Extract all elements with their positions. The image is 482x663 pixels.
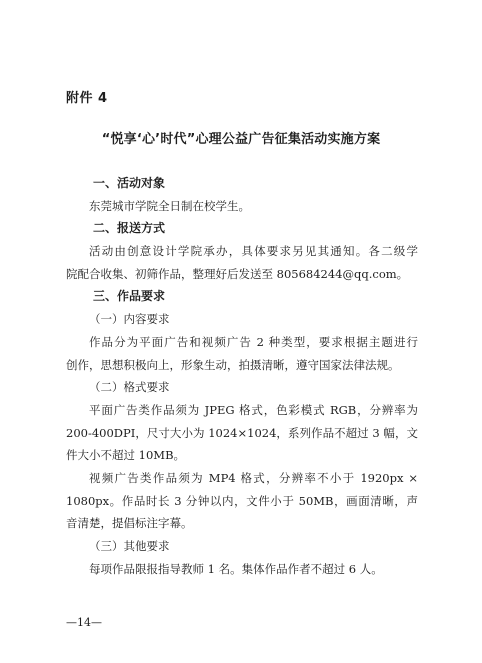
subheading-format: （二）格式要求 <box>89 380 170 395</box>
subheading-content: （一）内容要求 <box>89 312 170 327</box>
subheading-other: （三）其他要求 <box>89 539 170 553</box>
section-heading-submission: 二、报送方式 <box>93 221 166 236</box>
paragraph-line: 创作，思想积极向上，形象生动，拍摄清晰，遵守国家法律法规。 <box>66 357 400 372</box>
paragraph-line: 音清楚，提倡标注字幕。 <box>66 516 193 531</box>
paragraph-line: 视频广告类作品须为 MP4 格式，分辨率不小于 1920px × <box>89 470 418 485</box>
section-heading-requirements: 三、作品要求 <box>93 289 166 304</box>
attachment-label: 附件 4 <box>66 91 108 106</box>
paragraph-line: 东莞城市学院全日制在校学生。 <box>89 198 250 213</box>
paragraph-line: 1080px。作品时长 3 分钟以内，文件小于 50MB，画面清晰，声 <box>66 493 418 508</box>
paragraph-line: 作品分为平面广告和视频广告 2 种类型，要求根据主题进行 <box>89 334 418 349</box>
document-body <box>66 172 418 580</box>
section-heading-targets: 一、活动对象 <box>93 176 166 190</box>
page-number: —14— <box>66 616 102 629</box>
paragraph-line: 200-400DPI，尺寸大小为 1024×1024，系列作品不超过 3 幅，文 <box>66 425 418 440</box>
document-title: “悦享‘心’时代”心理公益广告征集活动实施方案 <box>101 132 381 147</box>
paragraph-line: 院配合收集、初筛作品，整理好后发送至 805684244@qq.com。 <box>66 266 409 281</box>
paragraph-line: 每项作品限报指导教师 1 名。集体作品作者不超过 6 人。 <box>89 561 383 576</box>
paragraph-line: 平面广告类作品须为 JPEG 格式，色彩模式 RGB，分辨率为 <box>89 402 418 417</box>
paragraph-line: 活动由创意设计学院承办，具体要求另见其通知。各二级学 <box>89 244 418 259</box>
paragraph-line: 件大小不超过 10MB。 <box>66 448 186 463</box>
